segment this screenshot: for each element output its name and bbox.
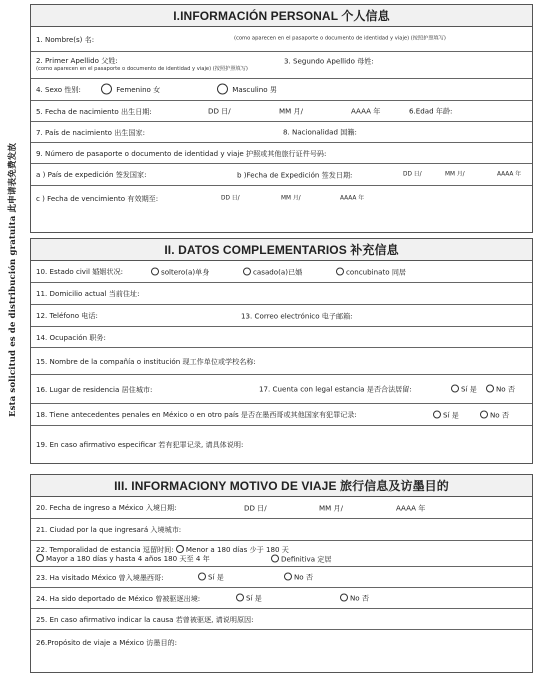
label-pais-nacimiento: 7. País de nacimiento 出生国家:	[36, 127, 145, 137]
option-antecedentes-no[interactable]: No 否	[480, 410, 509, 419]
option-antecedentes-si[interactable]: Sí 是	[433, 410, 459, 419]
label-causa: 25. En caso afirmativo indicar la causa 若曾被驱逐, 请说明原因:	[36, 614, 254, 624]
option-deportado-no[interactable]: No 否	[340, 594, 369, 603]
field-deportado	[31, 588, 532, 609]
option-deportado-si[interactable]: Sí 是	[236, 594, 262, 603]
label-deportado: 24. Ha sido deportado de México 曾被驱逐出境:	[36, 593, 201, 603]
section-title-complementary: II. DATOS COMPLEMENTARIOS 补充信息	[31, 239, 532, 261]
field-pasaporte[interactable]	[31, 143, 532, 164]
field-visitado	[31, 567, 532, 588]
field-vencimiento[interactable]	[31, 186, 532, 211]
field-proposito[interactable]	[31, 630, 532, 672]
label-fecha-expedicion: b )Fecha de Expedición 签发日期:	[237, 170, 353, 179]
radio-definitiva-icon[interactable]	[271, 555, 279, 563]
option-menor[interactable]: Menor a 180 días 少于 180 天	[176, 545, 289, 554]
radio-menor-icon[interactable]	[176, 545, 184, 553]
option-femenino[interactable]: Femenino 女	[101, 84, 160, 95]
label-visitado: 23. Ha visitado México 曾入境墨西哥:	[36, 572, 164, 582]
radio-estancia-si-icon[interactable]	[451, 385, 459, 393]
label-domicilio: 11. Domicilio actual 当前住址:	[36, 289, 140, 298]
label-ingreso-mm: MM 月/	[319, 503, 343, 512]
field-ingreso[interactable]	[31, 497, 532, 519]
field-ciudad[interactable]	[31, 519, 532, 541]
label-edad: 6.Edad 年龄:	[409, 106, 453, 116]
label-ingreso: 20. Fecha de ingreso a México 入境日期:	[36, 503, 177, 512]
field-especificar[interactable]	[31, 426, 532, 463]
label-segundo-apellido: 3. Segundo Apellido 母姓:	[284, 56, 374, 66]
section-complementary-data	[30, 238, 533, 464]
label-venc-mm: MM 月/	[281, 195, 301, 201]
field-apellidos[interactable]	[31, 52, 532, 79]
label-primer-apellido: 2. Primer Apellido 父姓:	[36, 56, 118, 65]
label-residencia: 16. Lugar de residencia 居住城市:	[36, 384, 153, 394]
radio-mayor-icon[interactable]	[36, 554, 44, 562]
radio-visitado-si-icon[interactable]	[198, 573, 206, 581]
radio-masculino-icon[interactable]	[217, 83, 228, 94]
label-antecedentes: 18. Tiene antecedentes penales en México o en otro país 是否在墨西哥或其他国家有犯罪记录:	[36, 410, 357, 419]
label-aaaa: AAAA 年	[351, 106, 381, 116]
radio-concubinato-icon[interactable]	[336, 267, 344, 275]
field-causa[interactable]	[31, 609, 532, 630]
field-pais-nacionalidad[interactable]	[31, 122, 532, 143]
section-title-personal: I.INFORMACIÓN PERSONAL 个人信息	[31, 5, 532, 27]
field-sexo	[31, 79, 532, 101]
label-ingreso-aaaa: AAAA 年	[396, 503, 426, 512]
option-soltero[interactable]: soltero(a)单身	[151, 267, 209, 276]
label-proposito: 26.Propósito de viaje a México 访墨目的:	[36, 638, 178, 647]
radio-femenino-icon[interactable]	[101, 83, 112, 94]
label-venc-dd: DD 日/	[221, 195, 240, 201]
label-sexo: 4. Sexo 性别:	[36, 85, 81, 94]
temporalidad-line2	[36, 554, 210, 563]
radio-antecedentes-si-icon[interactable]	[433, 410, 441, 418]
label-vencimiento: c ) Fecha de vencimiento 有效期至:	[36, 194, 159, 203]
distribution-note-text: Esta solicitud es de distribución gratuita 此申请表免费发放	[8, 142, 18, 418]
radio-antecedentes-no-icon[interactable]	[480, 410, 488, 418]
label-fecha-nacimiento: 5. Fecha de nacimiento 出生日期:	[36, 106, 152, 116]
label-nombre: 1. Nombre(s) 名:	[36, 34, 95, 44]
option-masculino[interactable]: Masculino 男	[217, 84, 277, 95]
distribution-note	[4, 142, 20, 418]
label-mm: MM 月/	[279, 106, 303, 116]
label-correo: 13. Correo electrónico 电子邮箱:	[241, 311, 353, 320]
label-pais-expedicion: a ) País de expedición 签发国家:	[36, 170, 147, 179]
label-venc-aaaa: AAAA 年	[340, 195, 364, 201]
radio-deportado-si-icon[interactable]	[236, 594, 244, 602]
label-ciudad: 21. Ciudad por la que ingresará 入境城市:	[36, 525, 182, 534]
label-exp-dd: DD 日/	[403, 171, 422, 177]
option-estancia-no[interactable]: No 否	[486, 385, 515, 394]
label-exp-mm: MM 月/	[445, 171, 465, 177]
field-compania[interactable]	[31, 348, 532, 375]
temporalidad-line1: 22. Temporalidad de estancia 逗留时间: Menor a 180 días 少于 180 天	[36, 544, 289, 554]
field-nombre[interactable]	[31, 27, 532, 52]
field-expedicion[interactable]	[31, 164, 532, 186]
option-casado[interactable]: casado(a)已婚	[243, 267, 302, 276]
label-dd: DD 日/	[208, 106, 231, 116]
label-pasaporte: 9. Número de pasaporte o documento de identidad y viaje 护照或其他旅行证件号码:	[36, 148, 327, 158]
option-visitado-si[interactable]: Sí 是	[198, 573, 224, 582]
radio-casado-icon[interactable]	[243, 267, 251, 275]
radio-estancia-no-icon[interactable]	[486, 385, 494, 393]
label-exp-aaaa: AAAA 年	[497, 171, 521, 177]
option-concubinato[interactable]: concubinato 同居	[336, 267, 406, 276]
label-compania: 15. Nombre de la compañía o institución 现工作单位或学校名称:	[36, 356, 256, 366]
radio-visitado-no-icon[interactable]	[284, 573, 292, 581]
radio-deportado-no-icon[interactable]	[340, 594, 348, 602]
option-estancia-si[interactable]: Sí 是	[451, 385, 477, 394]
label-telefono: 12. Teléfono 电话:	[36, 311, 98, 320]
option-definitiva[interactable]: Definitiva 定居	[271, 555, 332, 564]
section-title-travel: III. INFORMACIONY MOTIVO DE VIAJE 旅行信息及访墨目的	[31, 475, 532, 497]
field-residencia-estancia[interactable]	[31, 375, 532, 404]
option-mayor[interactable]: Mayor a 180 días y hasta 4 años 180 天至 4 年	[36, 554, 210, 563]
section-travel-info	[30, 474, 533, 673]
label-especificar: 19. En caso afirmativo especificar 若有犯罪记录, 请具体说明:	[36, 440, 244, 449]
field-estado-civil	[31, 261, 532, 283]
field-antecedentes	[31, 404, 532, 426]
field-temporalidad	[31, 541, 532, 567]
field-ocupacion[interactable]	[31, 327, 532, 348]
label-ocupacion: 14. Ocupación 职务:	[36, 332, 106, 342]
label-ingreso-dd: DD 日/	[244, 503, 267, 512]
label-estado-civil: 10. Estado civil 婚姻状况:	[36, 267, 123, 276]
option-visitado-no[interactable]: No 否	[284, 573, 313, 582]
label-nacionalidad: 8. Nacionalidad 国籍:	[283, 127, 357, 137]
label-estancia: 17. Cuenta con legal estancia 是否合法居留:	[259, 384, 412, 394]
nombre-note: (como aparecen en el pasaporte o documento de identidad y viaje) (按照护照填写)	[234, 35, 446, 42]
section-personal-info	[30, 4, 533, 233]
field-domicilio[interactable]	[31, 283, 532, 305]
field-fecha-nacimiento[interactable]	[31, 101, 532, 122]
apellido-note: (como aparecen en el pasaporte o documento de identidad y viaje) (按照护照填写)	[36, 66, 248, 72]
radio-soltero-icon[interactable]	[151, 267, 159, 275]
field-telefono-correo[interactable]	[31, 305, 532, 327]
